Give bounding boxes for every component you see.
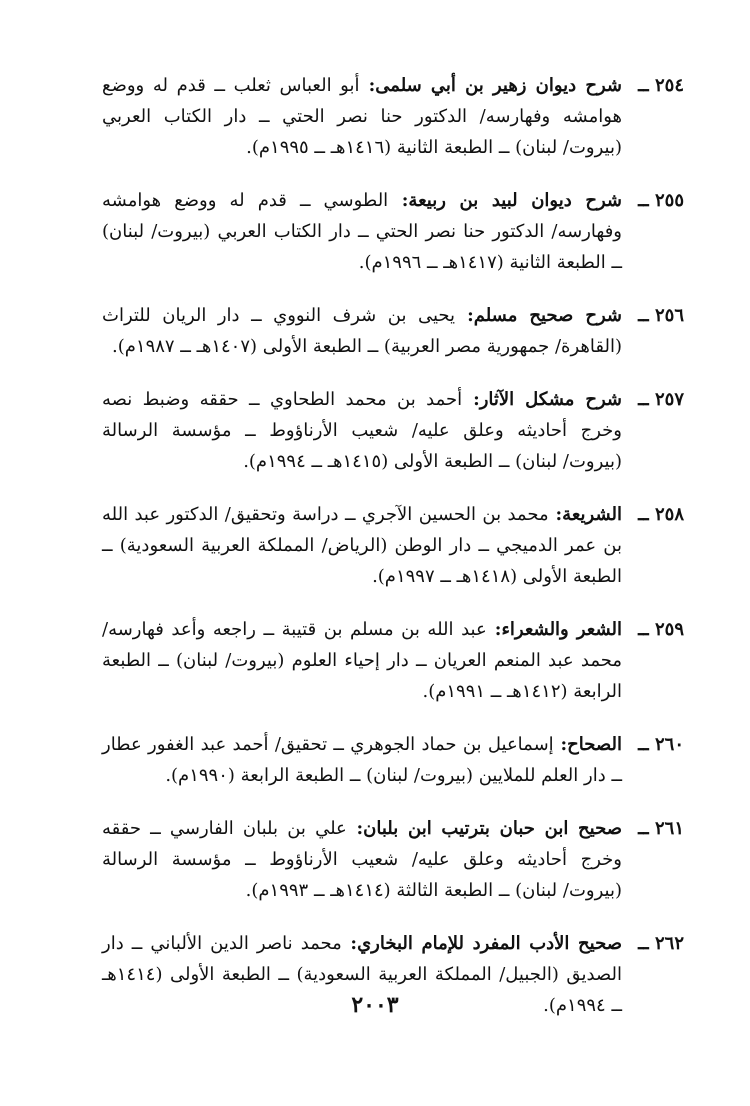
- entry-number: ٢٥٤ ــ: [638, 75, 684, 96]
- bibliography-list: [102, 70, 684, 1043]
- entry-body: أبو العباس ثعلب ــ قدم له ووضع هوامشه وفهارسه/ الدكتور حنا نصر الحتي ــ دار الكتاب العربي (بيروت/ لبنان) ــ الطبعة الثانية (١٤١٦هـ ــ ١٩٩٥م).: [102, 75, 622, 158]
- entry-body: محمد بن الحسين الآجري ــ دراسة وتحقيق/ الدكتور عبد الله بن عمر الدميجي ــ دار الوطن (الرياض/ المملكة العربية السعودية) ــ الطبعة الأولى (١٤١٨هـ ــ ١٩٩٧م).: [102, 504, 622, 587]
- bibliography-entry: [102, 614, 684, 707]
- entry-body: الطوسي ــ قدم له ووضع هوامشه وفهارسه/ الدكتور حنا نصر الحتي ــ دار الكتاب العربي (بيروت/ لبنان) ــ الطبعة الثانية (١٤١٧هـ ــ ١٩٩٦م).: [102, 190, 622, 273]
- entry-body: علي بن بلبان الفارسي ــ حققه وخرج أحاديثه وعلق عليه/ شعيب الأرناؤوط ــ مؤسسة الرسالة (بيروت/ لبنان) ــ الطبعة الثالثة (١٤١٤هـ ــ ١٩٩٣م).: [102, 818, 622, 901]
- entry-body: محمد ناصر الدين الألباني ــ دار الصديق (الجبيل/ المملكة العربية السعودية) ــ الطبعة الأولى (١٤١٤هـ ــ ١٩٩٤م).: [102, 933, 622, 1016]
- entry-number: ٢٦٠ ــ: [638, 734, 684, 755]
- entry-number: ٢٦٢ ــ: [638, 933, 684, 954]
- entry-body: عبد الله بن مسلم بن قتيبة ــ راجعه وأعد فهارسه/ محمد عبد المنعم العريان ــ دار إحياء العلوم (بيروت/ لبنان) ــ الطبعة الرابعة (١٤١٢هـ ــ ١٩٩١م).: [102, 619, 622, 702]
- entry-title: الشعر والشعراء:: [486, 619, 623, 640]
- bibliography-entry: [102, 384, 684, 477]
- entry-title: شرح ديوان لبيد بن ربيعة:: [388, 190, 622, 211]
- bibliography-entry: [102, 300, 684, 362]
- entry-number: ٢٥٨ ــ: [638, 504, 684, 525]
- entry-number: ٢٥٦ ــ: [638, 305, 684, 326]
- entry-number: ٢٦١ ــ: [638, 818, 684, 839]
- entry-number: ٢٥٥ ــ: [638, 190, 684, 211]
- entry-title: الشريعة:: [548, 504, 622, 525]
- bibliography-entry: [102, 813, 684, 906]
- bibliography-entry: [102, 499, 684, 592]
- page-number: ٢٠٠٣: [351, 992, 399, 1018]
- bibliography-entry: [102, 70, 684, 163]
- entry-title: صحيح الأدب المفرد للإمام البخاري:: [341, 933, 623, 954]
- entry-body: يحيى بن شرف النووي ــ دار الريان للتراث (القاهرة/ جمهورية مصر العربية) ــ الطبعة الأولى (١٤٠٧هـ ــ ١٩٨٧م).: [102, 305, 622, 357]
- entry-title: الصحاح:: [553, 734, 622, 755]
- bibliography-entry: [102, 729, 684, 791]
- entry-title: شرح مشكل الآثار:: [462, 389, 622, 410]
- entry-title: شرح صحيح مسلم:: [455, 305, 623, 326]
- entry-body: أحمد بن محمد الطحاوي ــ حققه وضبط نصه وخرج أحاديثه وعلق عليه/ شعيب الأرناؤوط ــ مؤسسة الرسالة (بيروت/ لبنان) ــ الطبعة الأولى (١٤١٥هـ ــ ١٩٩٤م).: [102, 389, 622, 472]
- entry-number: ٢٥٧ ــ: [638, 389, 684, 410]
- bibliography-entry: [102, 185, 684, 278]
- entry-title: شرح ديوان زهير بن أبي سلمى:: [359, 75, 622, 96]
- entry-body: إسماعيل بن حماد الجوهري ــ تحقيق/ أحمد عبد الغفور عطار ــ دار العلم للملايين (بيروت/ لبنان) ــ الطبعة الرابعة (١٩٩٠م).: [102, 734, 622, 786]
- entry-number: ٢٥٩ ــ: [638, 619, 684, 640]
- entry-title: صحيح ابن حبان بترتيب ابن بلبان:: [346, 818, 623, 839]
